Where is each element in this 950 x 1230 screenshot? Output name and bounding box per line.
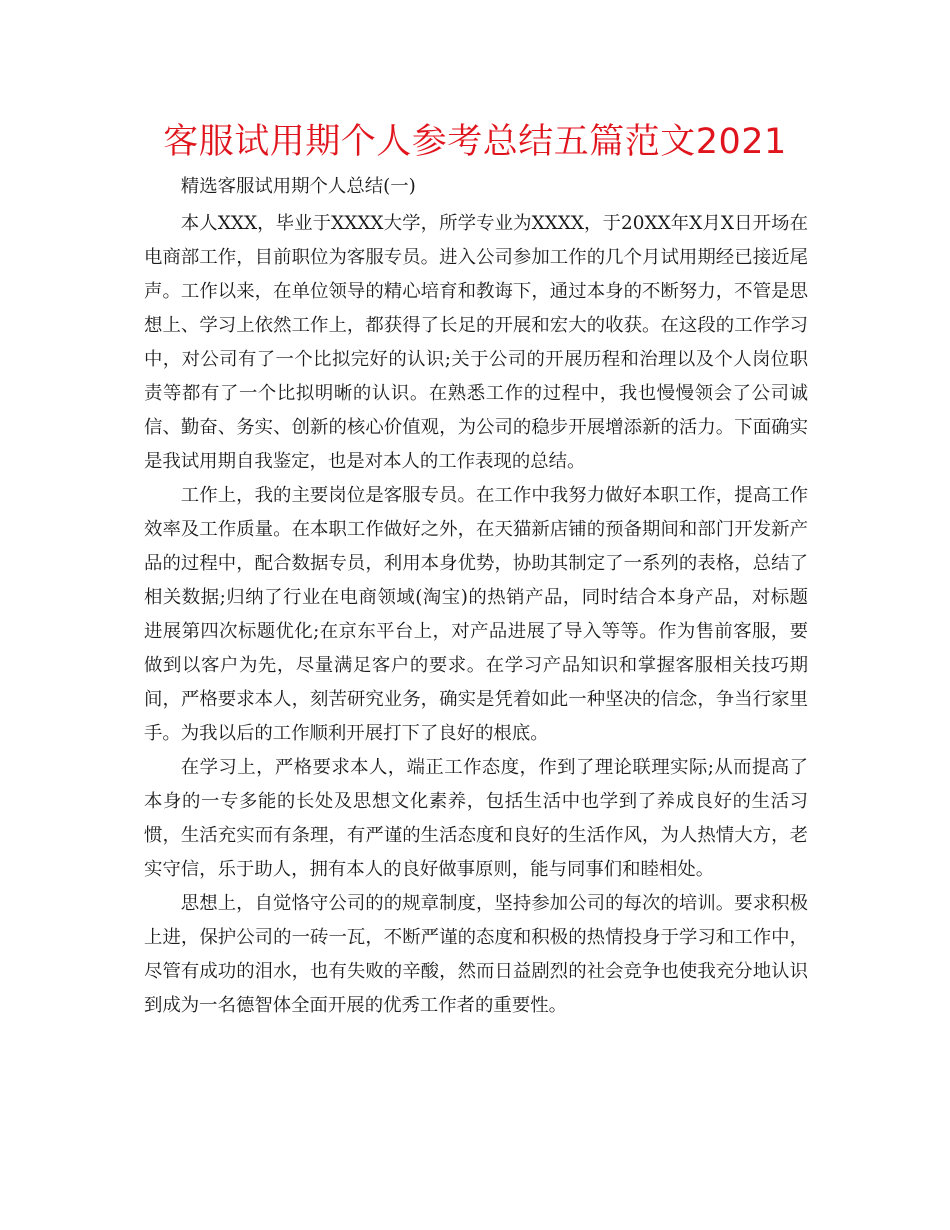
paragraph-work: 工作上，我的主要岗位是客服专员。在工作中我努力做好本职工作，提高工作效率及工作质量。在本职工作做好之外，在天猫新店铺的预备期间和部门开发新产品的过程中，配合数据专员，利用本身优势，协助其制定了一系列的表格，总结了相关数据;归纳了行业在电商领域(淘宝)的热销产品，同时结合本身产品，对标题进展第四次标题优化;在京东平台上，对产品进展了导入等等。作为售前客服，要做到以客户为先，尽量满足客户的要求。在学习产品知识和掌握客服相关技巧期间，严格要求本人，刻苦研究业务，确实是凭着如此一种坚决的信念，争当行家里手。为我以后的工作顺利开展打下了良好的根底。 (144, 485, 808, 744)
paragraph-thought: 思想上，自觉恪守公司的的规章制度，坚持参加公司的每次的培训。要求积极上进，保护公司的一砖一瓦，不断严谨的态度和积极的热情投身于学习和工作中，尽管有成功的泪水，也有失败的辛酸，然而日益剧烈的社会竞争也使我充分地认识到成为一名德智体全面开展的优秀工作者的重要性。 (144, 893, 808, 1016)
paragraph-study: 在学习上，严格要求本人，端正工作态度，作到了理论联理实际;从而提高了本身的一专多能的长处及思想文化素养，包括生活中也学到了养成良好的生活习惯，生活充实而有条理，有严谨的生活态度和良好的生活作风，为人热情大方，老实守信，乐于助人，拥有本人的良好做事原则，能与同事们和睦相处。 (144, 757, 808, 880)
document-body (144, 170, 808, 1023)
section-subtitle: 精选客服试用期个人总结(一) (180, 176, 416, 197)
document-title: 客服试用期个人参考总结五篇范文2021 (163, 122, 787, 162)
paragraph-intro: 本人XXX，毕业于XXXX大学，所学专业为XXXX，于20XX年X月X日开场在电商部工作，目前职位为客服专员。进入公司参加工作的几个月试用期经已接近尾声。工作以来，在单位领导的精心培育和教诲下，通过本身的不断努力，不管是思想上、学习上依然工作上，都获得了长足的开展和宏大的收获。在这段的工作学习中，对公司有了一个比拟完好的认识;关于公司的开展历程和治理以及个人岗位职责等都有了一个比拟明晰的认识。在熟悉工作的过程中，我也慢慢领会了公司诚信、勤奋、务实、创新的核心价值观，为公司的稳步开展增添新的活力。下面确实是我试用期自我鉴定，也是对本人的工作表现的总结。 (144, 213, 808, 472)
